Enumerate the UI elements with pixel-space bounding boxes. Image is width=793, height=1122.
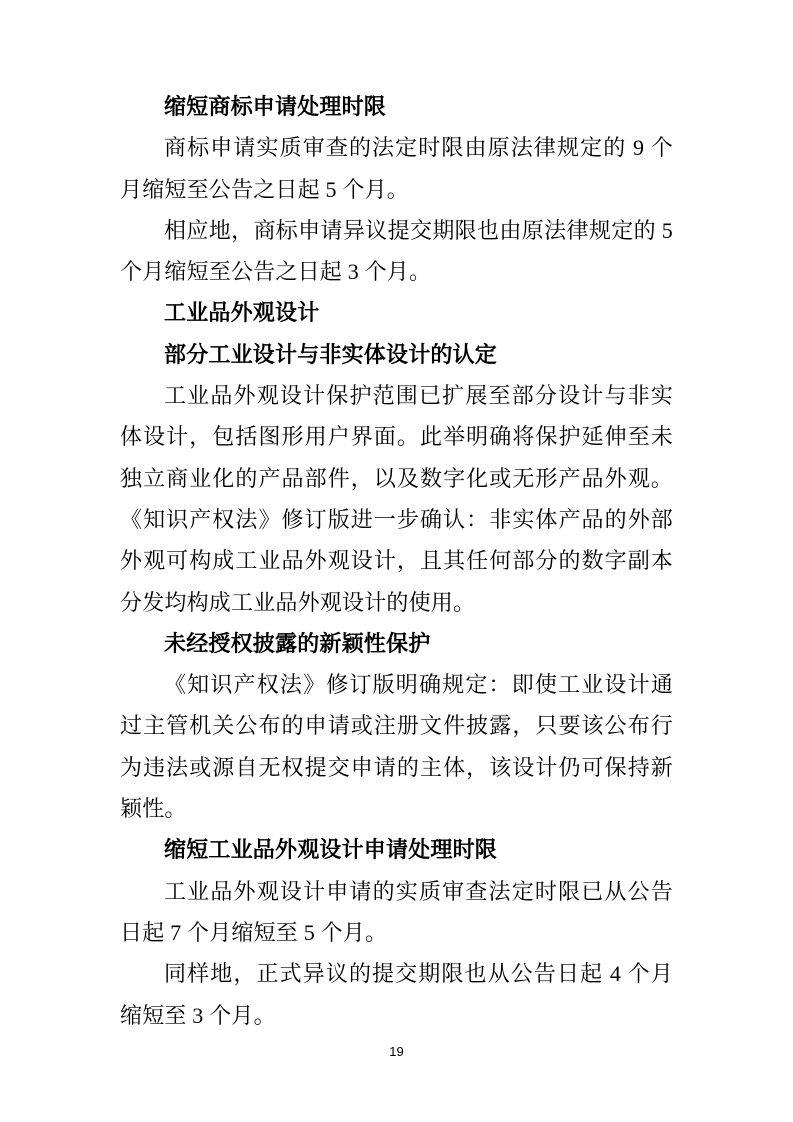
heading-novelty-unauthorized-disclosure: 未经授权披露的新颖性保护: [164, 630, 431, 656]
page-number: 19: [389, 1044, 404, 1059]
heading-shorten-trademark-processing-time: 缩短商标申请处理时限: [164, 94, 387, 119]
document-body: [120, 86, 673, 1036]
paragraph-design-substantive-exam: 工业品外观设计申请的实质审查法定时限已从公告日起 7 个月缩短至 5 个月。: [120, 878, 673, 945]
heading-industrial-design: 工业品外观设计: [164, 300, 320, 326]
paragraph-trademark-substantive-exam: 商标申请实质审查的法定时限由原法律规定的 9 个月缩短至公告之日起 5 个月。: [120, 135, 673, 202]
paragraph-design-scope-expansion: 工业品外观设计保护范围已扩展至部分设计与非实体设计，包括图形用户界面。此举明确将保护延伸至未独立商业化的产品部件，以及数字化或无形产品外观。《知识产权法》修订版进一步确认：非实体产品的外部外观可构成工业品外观设计，且其任何部分的数字副本分发均构成工业品外观设计的使用。: [120, 383, 673, 615]
heading-partial-nonphysical-design: 部分工业设计与非实体设计的认定: [164, 341, 498, 367]
paragraph-novelty-protection-rule: 《知识产权法》修订版明确规定：即使工业设计通过主管机关公布的申请或注册文件披露，只要该公布行为违法或源自无权提交申请的主体，该设计仍可保持新颖性。: [120, 672, 673, 822]
paragraph-trademark-opposition-period: 相应地，商标申请异议提交期限也由原法律规定的 5 个月缩短至公告之日起 3 个月。: [120, 217, 673, 285]
paragraph-design-opposition-period: 同样地，正式异议的提交期限也从公告日起 4 个月缩短至 3 个月。: [120, 961, 673, 1028]
heading-shorten-design-processing-time: 缩短工业品外观设计申请处理时限: [164, 837, 498, 863]
